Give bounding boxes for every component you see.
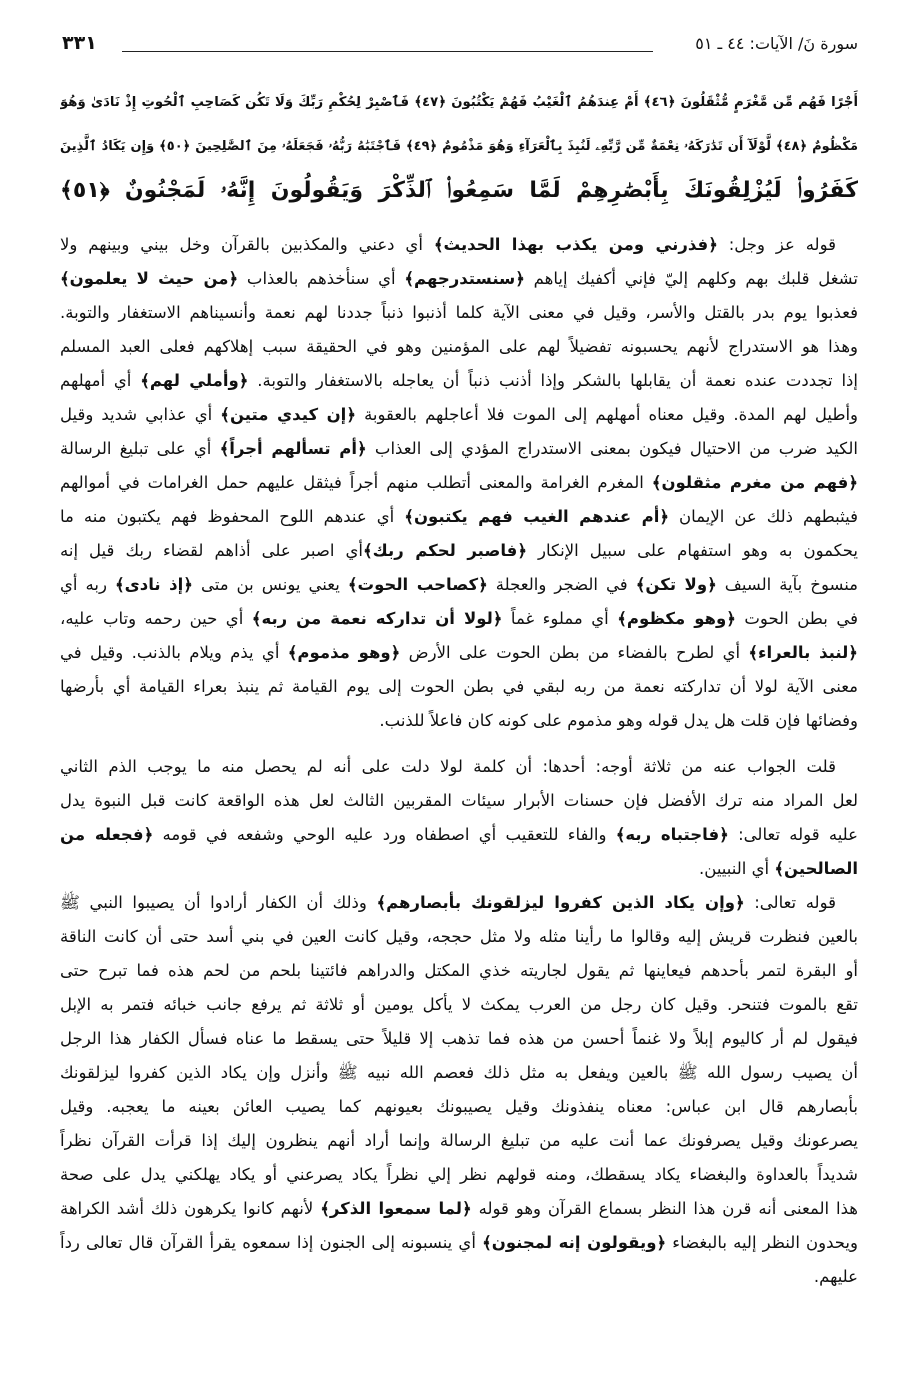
quoted-verse: ﴿فاجتباه ربه﴾ bbox=[615, 825, 729, 844]
text-line: فيقول لم أر كاليوم إبلاً ولا غنماً أحسن من هذه فما تذهب إلا قليلاً حتى يسقط ما عناه فسأل الكفار هذا الرجل bbox=[60, 1029, 858, 1048]
quoted-verse: ﴿لنبذ بالعراء﴾ bbox=[748, 643, 858, 662]
text-line: تشغل قلبك بهم وكلهم إليّ فإني أكفيك إياهم ﴿سنستدرجهم﴾ أي سنأخذهم بالعذاب ﴿من حيث لا يعلمون﴾ bbox=[60, 269, 858, 288]
text-line: عليهم. bbox=[813, 1267, 858, 1286]
commentary-paragraph bbox=[60, 886, 858, 1294]
text-line: قوله عز وجل: ﴿فذرني ومن يكذب بهذا الحديث﴾ أي دعني والمكذبين بالقرآن وخل بيني وبينهم ولا bbox=[60, 235, 836, 254]
commentary-body bbox=[60, 228, 858, 1294]
text-line: قوله تعالى: ﴿وإن يكاد الذين كفروا ليزلقونك بأبصارهم﴾ وذلك أن الكفار أرادوا أن يصيبوا النبي ﷺ bbox=[60, 893, 836, 912]
text-line: بأبصارهم قال ابن عباس: معناه ينفذونك وقيل يصيبونك بعيونهم كما يصيب العائن بعينه ما يعجبه. وقيل bbox=[60, 1097, 858, 1116]
text-line: أو البقرة لتمر بأحدهم فيعاينها ثم يقول لجاريته خذي المكتل والدراهم فائتينا بلحم من لحم هذه فما تبرح حتى bbox=[60, 961, 858, 980]
page-header bbox=[62, 34, 858, 60]
text-line: الكيد ضرب من الاحتيال فيكون بمعنى الاستدراج المؤدي إلى العذاب ﴿أم تسألهم أجراً﴾ أي على تبليغ الرسالة bbox=[60, 439, 858, 458]
text-line: شديداً بالعداوة والبغضاء يكاد يسقطك، ومنه قولهم نظر إلي نظراً يكاد يصرعني أو يكاد يهلكني يدل على صحة bbox=[60, 1165, 858, 1184]
quoted-verse: ﴿وهو مكظوم﴾ bbox=[617, 609, 736, 628]
text-line: تقع بالموت فتنحر. وقيل كان رجل من العرب يمكث لا يأكل يومين أو ثلاثة ثم يرفع جانب خبائه فتمر به الإبل bbox=[60, 995, 858, 1014]
text-line: وفضائها فإن قلت هل يدل قوله وهو مذموم على كونه كان فاعلاً للذنب. bbox=[379, 711, 858, 730]
quran-line: مَكْظُومٌ ﴿٤٨﴾ لَّوْلَآ أَن تَدَٰرَكَهُۥ نِعْمَةٌ مِّن رَّبِّهِۦ لَنُبِذَ بِٱلْعَرَآءِ وَهُوَ مَذْمُومٌ ﴿٤٩﴾ فَٱجْتَبَٰهُ رَبُّهُۥ فَجَعَلَهُۥ مِنَ ٱلصَّٰلِحِينَ ﴿٥٠﴾ وَإِن يَكَادُ ٱلَّذِينَ bbox=[60, 139, 858, 154]
quoted-verse: ﴿أم تسألهم أجراً﴾ bbox=[219, 439, 367, 458]
commentary-paragraph bbox=[60, 228, 858, 738]
quoted-verse: ﴿فهم من مغرم مثقلون﴾ bbox=[651, 473, 858, 492]
text-line: يصرعونك وقيل يصرفونك عما أنت عليه من تبليغ الرسالة وإنما أراد أنهم ينظرون إليك إذا قرأت القرآن نظراً bbox=[60, 1131, 858, 1150]
text-line: منسوخ بآية السيف ﴿ولا تكن﴾ في الضجر والعجلة ﴿كصاحب الحوت﴾ يعني يونس بن متى ﴿إذ نادى﴾ ربه أي bbox=[60, 575, 858, 594]
running-title: سورة نَ/ الآيات: ٤٤ ـ ٥١ bbox=[695, 34, 858, 53]
quoted-verse: ﴿ويقولون إنه لمجنون﴾ bbox=[482, 1233, 667, 1252]
text-line: ويحدون النظر إليه بالبغضاء ﴿ويقولون إنه لمجنون﴾ أي ينسبونه إلى الجنون إذا سمعوه يقرأ القرآن قال تعالى رداً bbox=[60, 1233, 858, 1252]
quoted-verse: ﴿لولا أن تداركه نعمة من ربه﴾ bbox=[251, 609, 503, 628]
text-line: أن يصيب رسول الله ﷺ بالعين ويفعل به مثل ذلك فعصم الله نبيه ﷺ وأنزل وإن يكاد الذين كفروا ليزلقونك bbox=[60, 1063, 858, 1082]
quoted-verse: ﴿وهو مذموم﴾ bbox=[287, 643, 401, 662]
quoted-verse: ﴿لما سمعوا الذكر﴾ bbox=[320, 1199, 472, 1218]
header-rule bbox=[122, 51, 653, 52]
quoted-verse: ﴿وأملي لهم﴾ bbox=[140, 371, 249, 390]
text-line: وهذا هو الاستدراج لأنهم يحسبونه تفضيلاً لهم على المؤمنين وهو في الحقيقة سبب إهلاكهم فعلى العبد المسلم bbox=[60, 337, 858, 356]
page-number: ٣٣١ bbox=[62, 32, 97, 54]
commentary-paragraph bbox=[60, 750, 858, 886]
quoted-verse: ﴿فجعله من bbox=[60, 825, 154, 844]
quoted-verse: ﴿ولا تكن﴾ bbox=[635, 575, 717, 594]
text-line: ﴿فهم من مغرم مثقلون﴾ المغرم الغرامة والمعنى أتطلب منهم أجراً فيثقل عليهم حمل الغرامات في أموالهم bbox=[60, 473, 858, 492]
quoted-verse: ﴿إن كيدي متين﴾ bbox=[220, 405, 357, 424]
text-line: الصالحين﴾ أي النبيين. bbox=[699, 859, 858, 878]
text-line: بالعين فنظرت قريش إليه وقالوا ما رأينا مثله ولا مثل حججه، وقيل كانت العين في بني أسد حتى أن كانت الناقة bbox=[60, 927, 858, 946]
text-line: لعل المراد منه ترك الأفضل فإن حسنات الأبرار سيئات المقربين الثالث لعل هذه الواقعة كانت قبل النبوة يدل bbox=[60, 791, 858, 810]
quoted-verse: ﴿فذرني ومن يكذب بهذا الحديث﴾ bbox=[433, 235, 718, 254]
text-line: فعذبوا يوم بدر بالقتل والأسر، وقيل في معنى الآية كلما أذنبوا ذنباً جددنا لهم نعمة وأنسيناهم الاستغفار والتوبة. bbox=[60, 303, 858, 322]
quoted-verse: ﴿من حيث لا يعلمون﴾ bbox=[60, 269, 239, 288]
quoted-verse: الصالحين﴾ bbox=[774, 859, 858, 878]
text-line: وأطيل لهم المدة. وقيل معناه أمهلهم إلى الموت فلا أعاجلهم بالعقوبة ﴿إن كيدي متين﴾ أي عذابي شديد وقيل bbox=[60, 405, 858, 424]
text-line: في بطن الحوت ﴿وهو مكظوم﴾ أي مملوء غماً ﴿لولا أن تداركه نعمة من ربه﴾ أي حين رحمه وتاب عليه، bbox=[60, 609, 858, 628]
quoted-verse: ﴿وإن يكاد الذين كفروا ليزلقونك بأبصارهم﴾ bbox=[376, 893, 745, 912]
quoted-verse: ﴿أم عندهم الغيب فهم يكتبون﴾ bbox=[404, 507, 670, 526]
text-line: قلت الجواب عنه من ثلاثة أوجه: أحدها: أن كلمة لولا دلت على أنه لم يحصل منه ما يوجب الذم الثاني bbox=[60, 757, 836, 776]
text-line: إذا تجددت عنده نعمة أن يقابلها بالشكر وإذا أذنب ذنباً أن يعاجله بالاستغفار والتوبة. ﴿وأملي لهم﴾ أي أمهلهم bbox=[60, 371, 858, 390]
quran-verses bbox=[60, 81, 858, 213]
text-line: معنى الآية لولا أن تداركته نعمة من ربه لبقي في بطن الحوت إلى يوم القيامة ثم ينبذ بعراء القيامة أي بأرضها bbox=[60, 677, 858, 696]
text-line: عليه قوله تعالى: ﴿فاجتباه ربه﴾ والفاء للتعقيب أي اصطفاه ورد عليه الوحي وشفعه في قومه ﴿فجعله من bbox=[60, 825, 858, 844]
text-line: فيثبطهم ذلك عن الإيمان ﴿أم عندهم الغيب فهم يكتبون﴾ أي عندهم اللوح المحفوظ فهم يكتبون منه ما bbox=[60, 507, 858, 526]
quoted-verse: ﴿إذ نادى﴾ bbox=[114, 575, 193, 594]
quoted-verse: ﴿سنستدرجهم﴾ bbox=[404, 269, 525, 288]
text-line: يحكمون به وهو استفهام على سبيل الإنكار ﴿فاصبر لحكم ربك﴾أي اصبر على أذاهم لقضاء ربك قيل إنه bbox=[60, 541, 858, 560]
text-line: ﴿لنبذ بالعراء﴾ أي لطرح بالفضاء من بطن الحوت على الأرض ﴿وهو مذموم﴾ أي يذم ويلام بالذنب. وقيل في bbox=[60, 643, 858, 662]
quoted-verse: ﴿كصاحب الحوت﴾ bbox=[347, 575, 488, 594]
text-line: هذا المعنى أنه قرن هذا النظر بسماع القرآن وهو قوله ﴿لما سمعوا الذكر﴾ لأنهم كانوا يكرهون ذلك أشد الكراهة bbox=[60, 1199, 858, 1218]
quoted-verse: ﴿فاصبر لحكم ربك﴾ bbox=[362, 541, 527, 560]
quran-line: كَفَرُوا۟ لَيُزْلِقُونَكَ بِأَبْصَٰرِهِمْ لَمَّا سَمِعُوا۟ ٱلذِّكْرَ وَيَقُولُونَ إِنَّهُۥ لَمَجْنُونٌ ﴿٥١﴾ bbox=[60, 178, 858, 203]
quran-line: أَجْرًا فَهُم مِّن مَّغْرَمٍ مُّثْقَلُونَ ﴿٤٦﴾ أَمْ عِندَهُمُ ٱلْغَيْبُ فَهُمْ يَكْتُبُونَ ﴿٤٧﴾ فَٱصْبِرْ لِحُكْمِ رَبِّكَ وَلَا تَكُن كَصَاحِبِ ٱلْحُوتِ إِذْ نَادَىٰ وَهُوَ bbox=[60, 95, 858, 110]
